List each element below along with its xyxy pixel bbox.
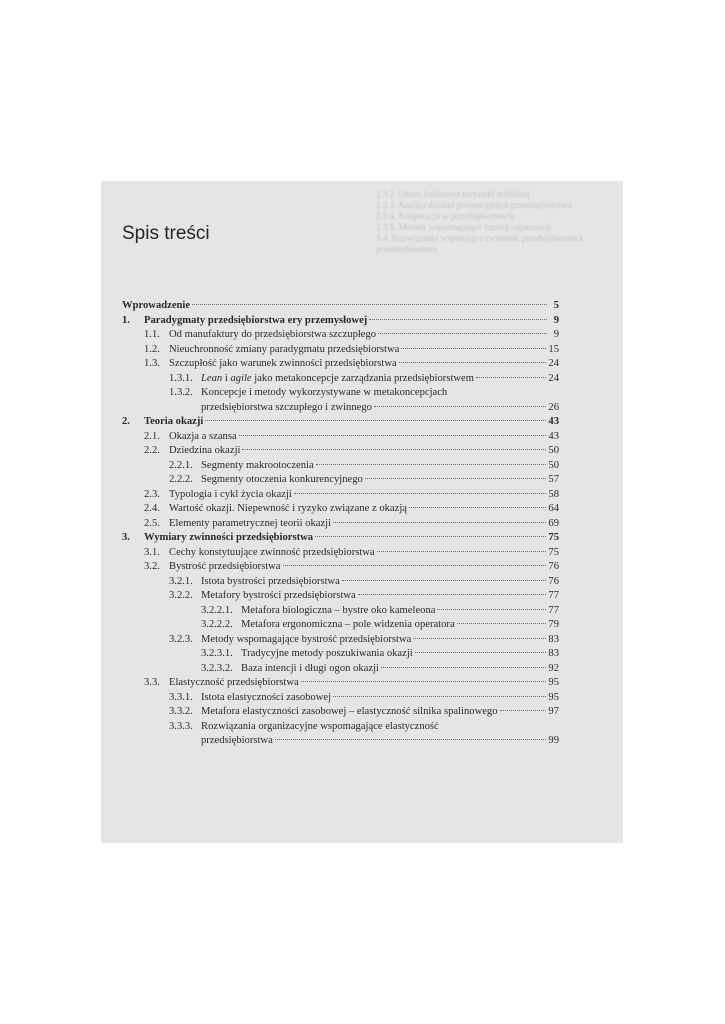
toc-label: Szczupłość jako warunek zwinności przedsiębiorstwa (169, 358, 397, 369)
toc-page-number: 77 (548, 590, 559, 601)
dot-leader (378, 333, 547, 334)
bleed-through-line: 2.3.3. Analiza działań promocyjnych przedsiębiorstwa (376, 200, 572, 210)
toc-page-number: 79 (548, 619, 559, 630)
bleed-through-line: 3.4. Rozwiązania wspierające zwinność przedsiębiorstwa (376, 233, 583, 243)
toc-entry[interactable] (122, 604, 559, 619)
toc-page-number: 24 (548, 358, 559, 369)
toc-page-number: 43 (548, 416, 559, 427)
dot-leader (437, 609, 546, 610)
toc-label: Teoria okazji (144, 416, 204, 427)
toc-entry[interactable] (122, 575, 559, 590)
toc-label: Metafora biologiczna – bystre oko kameleona (241, 604, 436, 616)
toc-entry[interactable] (122, 372, 559, 387)
dot-leader (315, 536, 546, 537)
toc-label (201, 372, 474, 386)
toc-page-number: 58 (548, 488, 559, 500)
toc-label: Typologia i cykl życia okazji (169, 488, 292, 500)
toc-number: 2.2.1. (169, 459, 193, 471)
toc-number: 3.2.3.2. (201, 662, 233, 674)
toc-label: Metafora ergonomiczna – pole widzenia operatora (241, 619, 455, 630)
toc-label: Wartość okazji. Niepewność i ryzyko związane z okazją (169, 503, 407, 514)
toc-page-number: 5 (553, 300, 559, 311)
toc-label: Cechy konstytuujące zwinność przedsiębiorstwa (169, 546, 375, 558)
toc-entry[interactable] (122, 546, 559, 561)
toc-label: Elastyczność przedsiębiorstwa (169, 677, 299, 688)
toc-label-italic: Lean (201, 372, 223, 384)
toc-number: 3.2. (144, 561, 160, 572)
toc-page-number: 95 (548, 677, 559, 688)
toc-page-number: 75 (548, 532, 559, 543)
toc-page-number: 15 (548, 343, 559, 355)
toc-entry[interactable] (122, 444, 559, 459)
toc-entry[interactable] (122, 357, 559, 372)
toc-page-number: 9 (553, 314, 559, 326)
toc-number: 3.2.2.1. (201, 604, 233, 616)
toc-page-number: 9 (553, 329, 559, 340)
toc-page-number: 57 (548, 474, 559, 485)
dot-leader (333, 696, 546, 697)
dot-leader (409, 507, 546, 508)
toc-entry[interactable] (122, 517, 559, 532)
toc-entry[interactable] (122, 720, 559, 735)
toc-label: przedsiębiorstwa szczupłego i zwinnego (201, 401, 372, 413)
toc-number: 3.3.1. (169, 691, 193, 703)
dot-leader (316, 464, 547, 465)
toc-entry[interactable] (122, 328, 559, 343)
toc-number: 3.2.1. (169, 575, 193, 587)
toc-label: Wprowadzenie (122, 300, 191, 311)
bleed-through-line: 2.3.5. Metody wspomagające rozwój organizacji (376, 222, 552, 232)
toc-label: Wymiary zwinności przedsiębiorstwa (144, 532, 314, 543)
toc-number: 2.2. (144, 445, 160, 456)
toc-entry[interactable] (122, 343, 559, 358)
toc-label: Rozwiązania organizacyjne wspomagające elastyczność (201, 720, 439, 732)
dot-leader (413, 638, 546, 639)
toc-entry[interactable] (122, 647, 559, 662)
toc-entry[interactable] (122, 488, 559, 503)
toc-number: 3.2.2.2. (201, 619, 233, 630)
toc-page-number: 99 (548, 735, 559, 746)
toc-page-number: 43 (548, 430, 559, 442)
dot-leader (374, 406, 546, 407)
toc-number: 1.2. (144, 343, 160, 355)
toc-entry[interactable] (122, 502, 559, 517)
toc-label: Okazja a szansa (169, 430, 237, 442)
dot-leader (242, 449, 546, 450)
toc-chapter[interactable] (122, 299, 559, 314)
toc-number: 2.3. (144, 488, 160, 500)
toc-entry[interactable] (122, 430, 559, 445)
bleed-through-line: przedsiębiorstwa (376, 244, 437, 254)
toc-page-number: 92 (548, 662, 559, 674)
toc-page-number: 50 (548, 445, 559, 456)
toc-page-number: 97 (548, 706, 559, 717)
dot-leader (301, 681, 547, 682)
dot-leader (476, 377, 546, 378)
toc-number: 2. (122, 416, 130, 427)
toc-label-text: i (222, 372, 231, 384)
toc-number: 2.4. (144, 503, 160, 514)
book-page (101, 181, 623, 843)
toc-continuation[interactable] (122, 401, 559, 416)
toc-chapter[interactable] (122, 314, 559, 329)
toc-entry[interactable] (122, 691, 559, 706)
toc-page-number: 83 (548, 648, 559, 659)
toc-number: 1.1. (144, 329, 160, 340)
toc-page-number: 95 (548, 691, 559, 703)
toc-entry[interactable] (122, 473, 559, 488)
toc-page-number: 50 (548, 459, 559, 471)
dot-leader (239, 435, 547, 436)
toc-entry[interactable] (122, 705, 559, 720)
dot-leader (275, 739, 547, 740)
toc-label: Segmenty makrootoczenia (201, 459, 314, 471)
toc-label: Nieuchronność zmiany paradygmatu przedsiębiorstwa (169, 343, 400, 355)
toc-label: Od manufaktury do przedsiębiorstwa szczupłego (169, 329, 377, 340)
toc-number: 2.5. (144, 517, 160, 529)
toc-page-number: 26 (548, 401, 559, 413)
toc-label: przedsiębiorstwa (201, 735, 273, 746)
toc-label: Paradygmaty przedsiębiorstwa ery przemysłowej (144, 314, 368, 326)
toc-number: 3.2.3. (169, 633, 193, 645)
toc-page-number: 76 (548, 575, 559, 587)
toc-page-number: 75 (548, 546, 559, 558)
toc-entry[interactable] (122, 589, 559, 604)
toc-page-number: 76 (548, 561, 559, 572)
dot-leader (365, 478, 547, 479)
toc-number: 3.2.3.1. (201, 648, 233, 659)
toc-number: 1.3. (144, 358, 160, 369)
toc-label: Elementy parametrycznej teorii okazji (169, 517, 332, 529)
toc-label: Metafory bystrości przedsiębiorstwa (201, 590, 356, 601)
toc-label: Koncepcje i metody wykorzystywane w metakoncepcjach (201, 387, 448, 398)
toc-number: 3. (122, 532, 130, 543)
toc-entry[interactable] (122, 676, 559, 691)
dot-leader (381, 667, 546, 668)
toc-label: Segmenty otoczenia konkurencyjnego (201, 474, 363, 485)
toc-page-number: 24 (548, 372, 559, 384)
toc-number: 1. (122, 314, 130, 326)
toc-continuation[interactable] (122, 734, 559, 749)
toc-page-number: 69 (548, 517, 559, 529)
toc-number: 3.3. (144, 677, 160, 688)
bleed-through-text (376, 189, 616, 255)
dot-leader (358, 594, 547, 595)
toc-label: Istota elastyczności zasobowej (201, 691, 332, 703)
toc-entry[interactable] (122, 662, 559, 677)
toc-label: Baza intencji i długi ogon okazji (241, 662, 379, 674)
toc-label: Metody wspomagające bystrość przedsiębiorstwa (201, 633, 412, 645)
toc-label-italic: agile (230, 372, 252, 384)
toc-page-number: 77 (548, 604, 559, 616)
toc-label: Bystrość przedsiębiorstwa (169, 561, 281, 572)
toc-label: Metafora elastyczności zasobowej – elastyczność silnika spalinowego (201, 706, 498, 717)
dot-leader (457, 623, 547, 624)
toc-entry[interactable] (122, 633, 559, 648)
page-title: Spis treści (122, 223, 210, 244)
toc-number: 1.3.2. (169, 387, 193, 398)
dot-leader (283, 565, 547, 566)
bleed-through-line: 2.3.2. Oferta kulturowa turystyki miejskiej (376, 189, 530, 199)
table-of-contents (122, 299, 559, 749)
dot-leader (401, 348, 546, 349)
toc-label: Tradycyjne metody poszukiwania okazji (241, 648, 413, 659)
toc-number: 2.1. (144, 430, 160, 442)
toc-label: Dziedzina okazji (169, 445, 241, 456)
toc-number: 1.3.1. (169, 372, 193, 384)
toc-label: Istota bystrości przedsiębiorstwa (201, 575, 340, 587)
dot-leader (500, 710, 547, 711)
dot-leader (399, 362, 547, 363)
toc-number: 3.1. (144, 546, 160, 558)
toc-entry[interactable] (122, 386, 559, 401)
dot-leader (333, 522, 546, 523)
bleed-through-line: 2.3.4. Kooperacja w przedsiębiorstwie (376, 211, 515, 221)
toc-page-number: 83 (548, 633, 559, 645)
toc-label-text: jako metakoncepcje zarządzania przedsiębiorstwem (251, 372, 474, 384)
toc-entry[interactable] (122, 618, 559, 633)
toc-entry[interactable] (122, 560, 559, 575)
toc-number: 3.3.2. (169, 706, 193, 717)
toc-chapter[interactable] (122, 531, 559, 546)
toc-chapter[interactable] (122, 415, 559, 430)
toc-entry[interactable] (122, 459, 559, 474)
toc-number: 2.2.2. (169, 474, 193, 485)
dot-leader (192, 304, 547, 305)
toc-page-number: 64 (548, 503, 559, 514)
toc-number: 3.3.3. (169, 720, 193, 732)
dot-leader (205, 420, 546, 421)
dot-leader (369, 319, 547, 320)
toc-number: 3.2.2. (169, 590, 193, 601)
dot-leader (415, 652, 547, 653)
dot-leader (377, 551, 547, 552)
dot-leader (342, 580, 547, 581)
dot-leader (294, 493, 547, 494)
